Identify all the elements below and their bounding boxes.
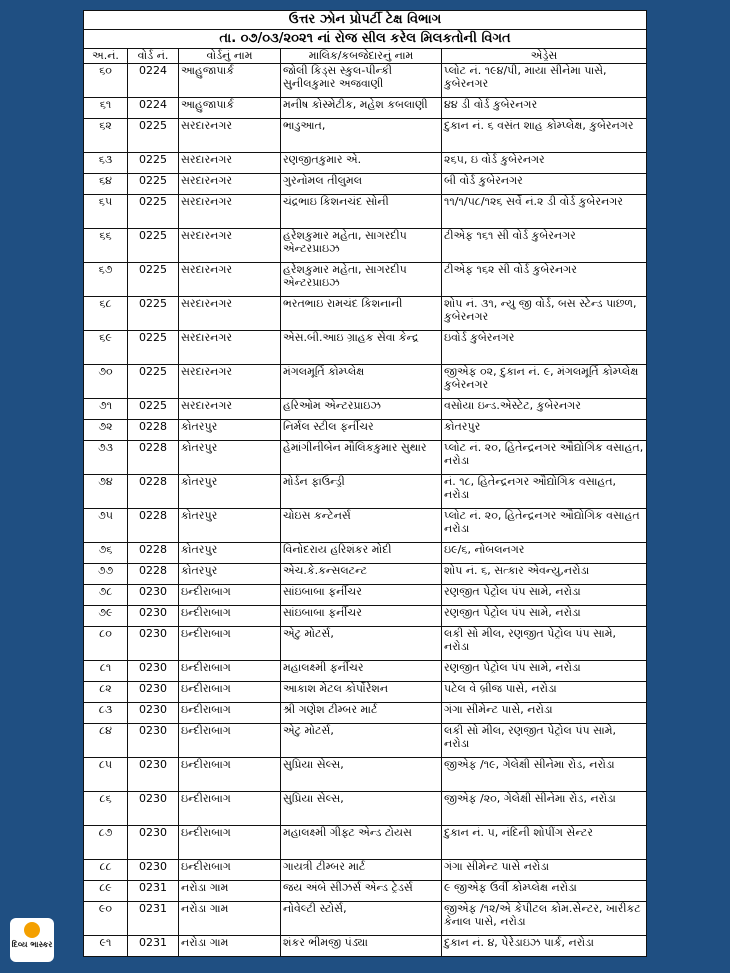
owner-cell: સુપ્રિયા સેલ્સ,: [281, 758, 442, 792]
serial-cell: ૭૬: [84, 543, 128, 564]
ward-no-cell: 0225: [128, 297, 179, 331]
table-row: [84, 585, 647, 606]
owner-cell: સાંઇબાબા ફર્નીચર: [281, 585, 442, 606]
address-cell: દુકાન નં. ૫, નંદિની શોપીંગ સેન્ટર: [442, 826, 647, 860]
serial-cell: ૮૪: [84, 724, 128, 758]
table-row: [84, 792, 647, 826]
address-cell: ટીએફ ૧૬૨ સી વોર્ડ કુબેરનગર: [442, 263, 647, 297]
serial-cell: ૮૬: [84, 792, 128, 826]
ward-name-cell: કોતરપુર: [179, 564, 281, 585]
owner-cell: જય અંબે સીઝર્સ એન્ડ ટ્રેડર્સ: [281, 881, 442, 902]
table-row: [84, 543, 647, 564]
table-row: [84, 826, 647, 860]
address-cell: કોતરપુર: [442, 420, 647, 441]
address-cell: દુકાન નં. ૬ વસંત શાહ કોમ્પ્લેક્ષ, કુબેરનગર: [442, 119, 647, 153]
address-cell: લકી સો મીલ, રણજીત પેટ્રોલ પંપ સામે, નરોડા: [442, 724, 647, 758]
address-cell: રણજીત પેટ્રોલ પંપ સામે, નરોડા: [442, 661, 647, 682]
serial-cell: ૬૪: [84, 174, 128, 195]
owner-cell: મહાલક્ષ્મી ફર્નીચર: [281, 661, 442, 682]
serial-cell: ૬૮: [84, 297, 128, 331]
table-row: [84, 420, 647, 441]
serial-cell: ૭૨: [84, 420, 128, 441]
owner-cell: મોર્ડન ફાઉન્ડ્રી: [281, 475, 442, 509]
ward-name-cell: સરદારનગર: [179, 153, 281, 174]
ward-no-cell: 0228: [128, 509, 179, 543]
serial-cell: ૯૦: [84, 902, 128, 936]
serial-cell: ૮૨: [84, 682, 128, 703]
owner-cell: મહાલક્ષ્મી ગીફ્ટ એન્ડ ટોયસ: [281, 826, 442, 860]
ward-no-cell: 0225: [128, 153, 179, 174]
serial-cell: ૮૭: [84, 826, 128, 860]
address-cell: દુકાન નં. ૪, પેરેડાઇઝ પાર્ક, નરોડા: [442, 936, 647, 957]
ward-no-cell: 0230: [128, 758, 179, 792]
ward-no-cell: 0230: [128, 585, 179, 606]
ward-no-cell: 0231: [128, 881, 179, 902]
ward-name-cell: સરદારનગર: [179, 229, 281, 263]
address-cell: ટીએફ ૧૬૧ સી વોર્ડ કુબેરનગર: [442, 229, 647, 263]
table-row: [84, 64, 647, 98]
serial-cell: ૮૮: [84, 860, 128, 881]
ward-name-cell: નરોડા ગામ: [179, 881, 281, 902]
ward-name-cell: કોતરપુર: [179, 475, 281, 509]
table-row: [84, 365, 647, 399]
address-cell: વસોયા ઇન્ડ.એસ્ટેટ, કુબેરનગર: [442, 399, 647, 420]
table-row: [84, 174, 647, 195]
serial-cell: ૭૫: [84, 509, 128, 543]
table-row: [84, 627, 647, 661]
table-row: [84, 936, 647, 957]
serial-cell: ૬૬: [84, 229, 128, 263]
ward-name-cell: કોતરપુર: [179, 420, 281, 441]
owner-cell: નિર્મલ સ્ટીલ ફર્નીચર: [281, 420, 442, 441]
col-header-owner: માલિક/કબજેદારનું નામ: [281, 49, 442, 64]
table-row: [84, 509, 647, 543]
serial-cell: ૬૯: [84, 331, 128, 365]
ward-no-cell: 0224: [128, 64, 179, 98]
ward-no-cell: 0225: [128, 263, 179, 297]
ward-no-cell: 0228: [128, 441, 179, 475]
ward-name-cell: સરદારનગર: [179, 195, 281, 229]
ward-no-cell: 0230: [128, 724, 179, 758]
table-body: [84, 64, 647, 957]
ward-no-cell: 0228: [128, 420, 179, 441]
ward-name-cell: ઇન્દીરાબાગ: [179, 758, 281, 792]
ward-name-cell: સરદારનગર: [179, 263, 281, 297]
serial-cell: ૮૧: [84, 661, 128, 682]
owner-cell: એચ.કે.કન્સલટન્ટ: [281, 564, 442, 585]
owner-cell: આકાશ મેટલ કોર્પોરેશન: [281, 682, 442, 703]
ward-no-cell: 0225: [128, 119, 179, 153]
ward-name-cell: ઇન્દીરાબાગ: [179, 627, 281, 661]
owner-cell: સુપ્રિયા સેલ્સ,: [281, 792, 442, 826]
address-cell: શોપ નં. ૩૧, ન્યુ જી વોર્ડ, બસ સ્ટેન્ડ પાછળ, કુબેરનગર: [442, 297, 647, 331]
sealed-properties-table: [83, 10, 647, 957]
column-header-row: [84, 49, 647, 64]
address-cell: શોપ નં. ૬, સત્કાર એવન્યુ,નરોડા: [442, 564, 647, 585]
owner-cell: એટુ મોટર્સ,: [281, 724, 442, 758]
address-cell: ૧૧/૧/૫૮/૧૨૬ સર્વે નં.૨ ડી વોર્ડ કુબેરનગર: [442, 195, 647, 229]
ward-name-cell: કોતરપુર: [179, 509, 281, 543]
table-row: [84, 153, 647, 174]
ward-name-cell: નરોડા ગામ: [179, 902, 281, 936]
owner-cell: ભરતભાઇ રામચંદ કિશનાની: [281, 297, 442, 331]
address-cell: ૪૪ ડી વોર્ડ કુબેરનગર: [442, 98, 647, 119]
address-cell: જીએફ ૦૨, દુકાન નં. ૯, મંગલમૂર્તિ કોમ્પ્લેક્ષ કુબેરનગર: [442, 365, 647, 399]
ward-no-cell: 0225: [128, 365, 179, 399]
address-cell: ગંગા સીમેન્ટ પાસે નરોડા: [442, 860, 647, 881]
ward-name-cell: નરોડા ગામ: [179, 936, 281, 957]
ward-name-cell: કોતરપુર: [179, 543, 281, 564]
ward-name-cell: ઇન્દીરાબાગ: [179, 585, 281, 606]
owner-cell: મનીષ કોસ્મેટીક, મહેશ કબલાણી: [281, 98, 442, 119]
ward-name-cell: કોતરપુર: [179, 441, 281, 475]
address-cell: નં. ૧૮, હિતેન્દ્રનગર ઔદ્યોગિક વસાહત, નરોડા: [442, 475, 647, 509]
table-row: [84, 881, 647, 902]
col-header-serial: અ.નં.: [84, 49, 128, 64]
subtitle-row: [84, 30, 647, 49]
ward-no-cell: 0230: [128, 682, 179, 703]
address-cell: રણજીત પેટ્રોલ પંપ સામે, નરોડા: [442, 606, 647, 627]
table-row: [84, 399, 647, 420]
document-title: ઉત્તર ઝોન પ્રોપર્ટી ટેક્ષ વિભાગ: [84, 11, 647, 30]
table-row: [84, 297, 647, 331]
serial-cell: ૭૯: [84, 606, 128, 627]
owner-cell: વિનોદરાય હરિશંકર મોદી: [281, 543, 442, 564]
owner-cell: ચોઇસ કન્ટેનર્સ: [281, 509, 442, 543]
table-row: [84, 119, 647, 153]
address-cell: પ્લોટ નં. ૨૦, હિતેન્દ્રનગર ઔદ્યોગિક વસાહત, નરોડા: [442, 441, 647, 475]
address-cell: ગંગા સીમેન્ટ પાસે, નરોડા: [442, 703, 647, 724]
ward-name-cell: ઇન્દીરાબાગ: [179, 606, 281, 627]
serial-cell: ૭૩: [84, 441, 128, 475]
ward-name-cell: ઇન્દીરાબાગ: [179, 860, 281, 881]
ward-no-cell: 0228: [128, 543, 179, 564]
ward-no-cell: 0231: [128, 902, 179, 936]
ward-no-cell: 0230: [128, 792, 179, 826]
ward-no-cell: 0225: [128, 331, 179, 365]
ward-no-cell: 0225: [128, 195, 179, 229]
table-row: [84, 195, 647, 229]
title-row: [84, 11, 647, 30]
serial-cell: ૬૧: [84, 98, 128, 119]
table-row: [84, 606, 647, 627]
owner-cell: મંગલમૂર્તિ કોમ્પ્લેક્ષ: [281, 365, 442, 399]
document-subtitle: તા. ૦૭/૦૩/૨૦૨૧ નાં રોજ સીલ કરેલ મિલકતોની વિગત: [84, 30, 647, 49]
table-row: [84, 758, 647, 792]
table-row: [84, 682, 647, 703]
ward-name-cell: આહુજાપાર્ક: [179, 64, 281, 98]
serial-cell: ૬૨: [84, 119, 128, 153]
serial-cell: ૮૩: [84, 703, 128, 724]
address-cell: જીએફ /૧૨/એ કેપીટલ કોમ.સેન્ટર, ખારીકટ કેનાલ પાસે, નરોડા: [442, 902, 647, 936]
address-cell: પટેલ વે બ્રીજ પાસે, નરોડા: [442, 682, 647, 703]
address-cell: પ્લોટ નં. ૨૦, હિતેન્દ્રનગર ઔદ્યોગિક વસાહત નરોડા: [442, 509, 647, 543]
table-row: [84, 564, 647, 585]
serial-cell: ૮૯: [84, 881, 128, 902]
serial-cell: ૯૧: [84, 936, 128, 957]
ward-no-cell: 0225: [128, 229, 179, 263]
address-cell: ઇ૯/૬, નોબલનગર: [442, 543, 647, 564]
owner-cell: ચંદ્રભાઇ કિશનચંદ સોની: [281, 195, 442, 229]
ward-name-cell: સરદારનગર: [179, 331, 281, 365]
owner-cell: ભાડુઆત,: [281, 119, 442, 153]
ward-name-cell: ઇન્દીરાબાગ: [179, 661, 281, 682]
address-cell: જીએફ /૨૦, ગેલેક્ષી સીનેમા રોડ, નરોડા: [442, 792, 647, 826]
ward-name-cell: ઇન્દીરાબાગ: [179, 682, 281, 703]
table-row: [84, 902, 647, 936]
owner-cell: ગુરનોમલ તીલુમલ: [281, 174, 442, 195]
divya-bhaskar-logo: [10, 918, 54, 962]
ward-name-cell: આહુજાપાર્ક: [179, 98, 281, 119]
serial-cell: ૬૩: [84, 153, 128, 174]
ward-no-cell: 0230: [128, 606, 179, 627]
table-row: [84, 703, 647, 724]
serial-cell: ૮૦: [84, 627, 128, 661]
owner-cell: એસ.બી.આઇ ગ્રાહક સેવા કેન્દ્ર: [281, 331, 442, 365]
address-cell: ૯ જીએફ ઉર્વી કોમ્પ્લેક્ષ નરોડા: [442, 881, 647, 902]
serial-cell: ૭૪: [84, 475, 128, 509]
ward-no-cell: 0230: [128, 627, 179, 661]
address-cell: જીએફ /૧૯, ગેલેક્ષી સીનેમા રોડ, નરોડા: [442, 758, 647, 792]
owner-cell: સાંઇબાબા ફર્નીચર: [281, 606, 442, 627]
ward-name-cell: ઇન્દીરાબાગ: [179, 792, 281, 826]
serial-cell: ૭૧: [84, 399, 128, 420]
ward-no-cell: 0230: [128, 826, 179, 860]
owner-cell: હરેશકુમાર મહેતા, સાગરદીપ એન્ટરપ્રાઇઝ: [281, 229, 442, 263]
ward-name-cell: સરદારનગર: [179, 399, 281, 420]
ward-no-cell: 0228: [128, 475, 179, 509]
table-row: [84, 661, 647, 682]
ward-no-cell: 0231: [128, 936, 179, 957]
address-cell: લકી સો મીલ, રણજીત પેટ્રોલ પંપ સામે, નરોડા: [442, 627, 647, 661]
ward-no-cell: 0230: [128, 860, 179, 881]
ward-name-cell: સરદારનગર: [179, 119, 281, 153]
address-cell: બી વોર્ડ કુબેરનગર: [442, 174, 647, 195]
col-header-ward-no: વોર્ડ નં.: [128, 49, 179, 64]
ward-name-cell: સરદારનગર: [179, 297, 281, 331]
owner-cell: રણજીતકુમાર એ.: [281, 153, 442, 174]
col-header-address: એડ્રેસ: [442, 49, 647, 64]
address-cell: ઇવોર્ડ કુબેરનગર: [442, 331, 647, 365]
ward-name-cell: ઇન્દીરાબાગ: [179, 724, 281, 758]
owner-cell: એટુ મોટર્સ,: [281, 627, 442, 661]
serial-cell: ૬૫: [84, 195, 128, 229]
owner-cell: હરેશકુમાર મહેતા, સાગરદીપ એન્ટરપ્રાઇઝ: [281, 263, 442, 297]
table-row: [84, 98, 647, 119]
serial-cell: ૭૮: [84, 585, 128, 606]
ward-no-cell: 0228: [128, 564, 179, 585]
table-row: [84, 331, 647, 365]
owner-cell: જોલી કિડ્સ સ્કુલ-પીન્કી સુનીલકુમાર અજવાણી: [281, 64, 442, 98]
table-row: [84, 724, 647, 758]
col-header-ward-name: વોર્ડનું નામ: [179, 49, 281, 64]
owner-cell: શંકર ભીમજી પંડ્યા: [281, 936, 442, 957]
sun-icon: [24, 922, 40, 938]
ward-no-cell: 0224: [128, 98, 179, 119]
ward-no-cell: 0225: [128, 174, 179, 195]
table-row: [84, 263, 647, 297]
ward-name-cell: ઇન્દીરાબાગ: [179, 703, 281, 724]
serial-cell: ૬૦: [84, 64, 128, 98]
owner-cell: ગાયત્રી ટીમ્બર માર્ટ: [281, 860, 442, 881]
serial-cell: ૬૭: [84, 263, 128, 297]
table-row: [84, 475, 647, 509]
ward-no-cell: 0230: [128, 661, 179, 682]
ward-no-cell: 0225: [128, 399, 179, 420]
address-cell: રણજીત પેટ્રોલ પંપ સામે, નરોડા: [442, 585, 647, 606]
table-row: [84, 860, 647, 881]
address-cell: પ્લોટ નં. ૧૯૪/પી, માયા સીનેમા પાસે, કુબેરનગર: [442, 64, 647, 98]
address-cell: ૨૬૫, ઇ વોર્ડ કુબેરનગર: [442, 153, 647, 174]
table-row: [84, 441, 647, 475]
owner-cell: નોવેલ્ટી સ્ટોર્સ,: [281, 902, 442, 936]
ward-name-cell: ઇન્દીરાબાગ: [179, 826, 281, 860]
ward-name-cell: સરદારનગર: [179, 174, 281, 195]
table-row: [84, 229, 647, 263]
serial-cell: ૭૦: [84, 365, 128, 399]
ward-no-cell: 0230: [128, 703, 179, 724]
owner-cell: હેમાંગીનીબેન મૌલિકકુમાર સુથાર: [281, 441, 442, 475]
owner-cell: હરિઓમ એન્ટરપ્રાઇઝ: [281, 399, 442, 420]
serial-cell: ૭૭: [84, 564, 128, 585]
owner-cell: શ્રી ગણેશ ટીમ્બર માર્ટ: [281, 703, 442, 724]
logo-text: દિવ્ય ભાસ્કર: [11, 940, 53, 949]
seal-list-document: [83, 10, 646, 957]
ward-name-cell: સરદારનગર: [179, 365, 281, 399]
serial-cell: ૮૫: [84, 758, 128, 792]
